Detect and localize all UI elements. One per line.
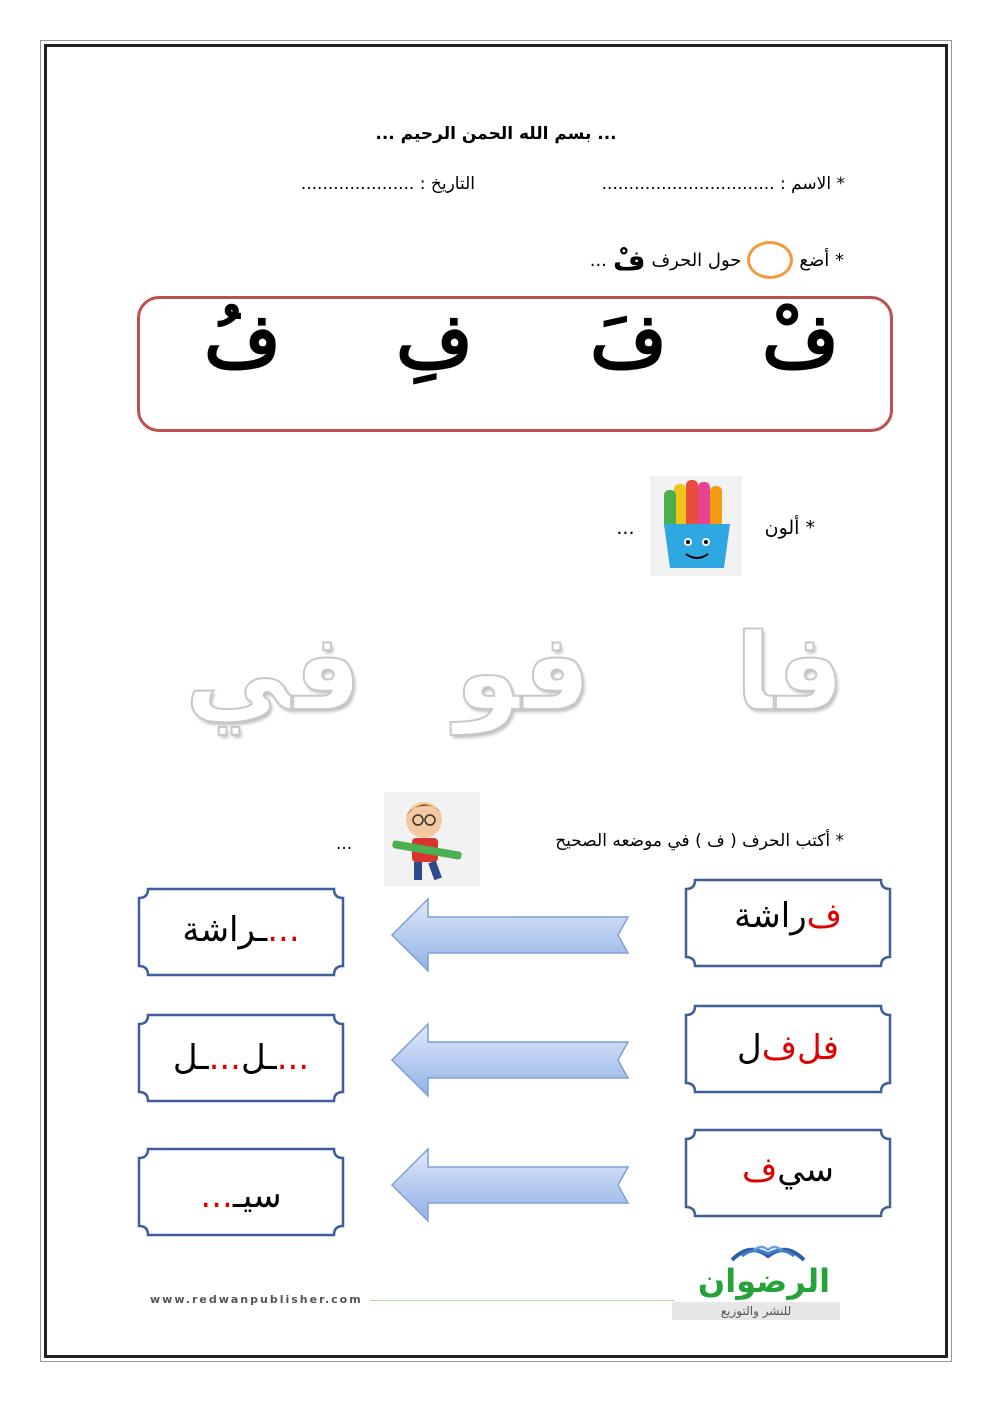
source-word-2-rest: ل [737,1028,762,1068]
target-word-3[interactable] [136,1150,346,1242]
exercise1-prefix: * أضع [799,249,844,271]
arrow-left-icon-1 [390,897,630,973]
exercise2-suffix: ... [616,517,635,539]
source-word-3 [683,1124,893,1216]
exercise1-suffix: ... [589,249,607,271]
source-word-2 [683,1002,893,1094]
name-field[interactable]: * الاسم : ................................ [601,174,845,194]
logo-subtitle: للنشر والتوزيع [672,1302,840,1320]
target-word-2-dots2: ... [208,1038,241,1078]
target-word-3-dots: ... [200,1176,233,1216]
source-word-3-black: سي [777,1150,835,1190]
target-word-2-mid1: ـل [241,1038,277,1078]
letter-sukun[interactable]: فْ [762,298,839,384]
logo-name: الرضوان [697,1262,831,1300]
letter-fatha[interactable]: فَ [590,298,667,384]
letter-kasra[interactable]: فِ [396,298,473,384]
boy-with-pencil-icon [384,792,480,886]
arrow-left-icon-2 [390,1022,630,1098]
source-word-1 [683,870,893,962]
source-word-2-red1: فل [796,1028,839,1068]
exercise3-suffix: ... [336,834,353,854]
target-word-1-dots: ... [267,910,300,950]
exercise3-instruction: * أكتب الحرف ( ف ) في موضعه الصحيح [555,831,844,851]
target-word-3-black: سيـ [232,1176,282,1216]
target-word-1[interactable] [136,884,346,976]
syllable-fee[interactable]: في [185,611,362,734]
exercise1-middle: حول الحرف [651,249,742,271]
exercise1-instruction [590,241,844,279]
open-book-logo-icon [728,1234,808,1264]
target-word-1-rest: ـراشة [182,910,268,950]
circle-icon [747,241,793,279]
target-word-2-dots1: ... [276,1038,310,1078]
exercise2-instruction-text: * ألون [764,517,815,539]
source-word-1-red: ف [806,896,842,936]
target-word-2-mid2: ـل [172,1038,209,1078]
source-word-3-red: ف [741,1150,778,1190]
footer-divider [370,1300,675,1301]
syllable-faa[interactable]: فا [735,611,845,734]
target-word-2[interactable] [136,1012,346,1104]
arrow-left-icon-3 [390,1147,630,1223]
date-field[interactable]: التاريخ : ..................... [300,174,475,194]
crayons-cup-icon [650,476,742,576]
syllable-foo[interactable]: فو [455,611,591,734]
source-word-2-red2: ف [761,1028,797,1068]
letter-damma[interactable]: فُ [204,298,281,384]
exercise1-target-letter: فْ [612,243,646,277]
basmala-heading: ... بسم الله الحمن الرحيم ... [375,124,617,144]
source-word-1-rest: راشة [734,896,807,936]
publisher-url[interactable]: www.redwanpublisher.com [150,1293,363,1306]
